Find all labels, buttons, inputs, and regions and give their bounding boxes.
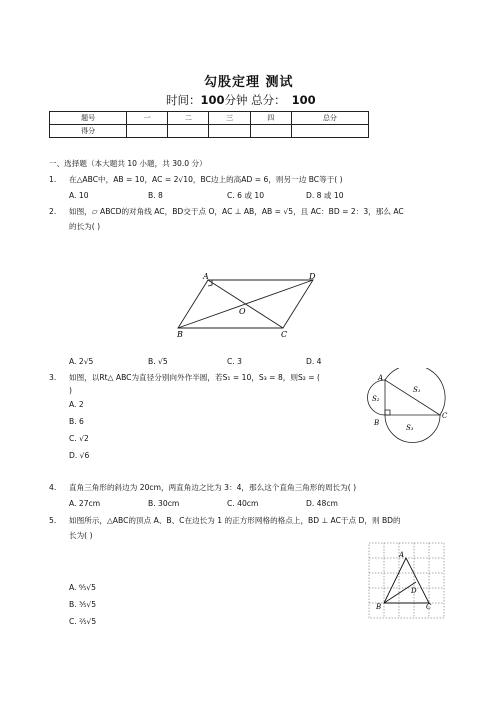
score-cell[interactable] <box>291 125 368 138</box>
q5-option-c[interactable]: C. ²⁄₅√5 <box>69 617 97 626</box>
label-d: D <box>411 587 417 595</box>
q2-stem-line1: 如图，▱ ABCD的对角线 AC，BD交于点 O，AC ⊥ AB，AB = √5，且 AC：BD = 2：3，那么 AC <box>69 207 404 216</box>
q4-number: 4. <box>49 483 57 492</box>
q2-parallelogram-figure <box>172 270 322 340</box>
header-cell: 二 <box>168 112 209 125</box>
score-value: 100 <box>291 93 316 107</box>
label-a: A <box>203 272 209 281</box>
q3-stem-line1: 如图，以Rt△ ABC为直径分别向外作半圆，若S₁ = 10，S₃ = 8，则S₂ = ( <box>69 373 320 382</box>
q5-stem-line1: 如图所示，△ABC的顶点 A、B、C在边长为 1 的正方形网格的格点上，BD ⊥ AC于点 D，则 BD的 <box>69 516 401 525</box>
q3-option-d[interactable]: D. √6 <box>69 451 90 460</box>
label-c: C <box>426 603 432 611</box>
q5-number: 5. <box>49 516 57 525</box>
q1-option-d[interactable]: D. 8 或 10 <box>306 191 344 200</box>
page-title: 勾股定理 测试 <box>204 75 294 90</box>
q2-option-b[interactable]: B. √5 <box>148 357 168 366</box>
label-c: C <box>442 412 448 420</box>
q2-number: 2. <box>49 207 57 216</box>
score-cell[interactable] <box>250 125 291 138</box>
label-s2: S₂ <box>372 395 380 403</box>
q4-option-a[interactable]: A. 27cm <box>69 499 101 508</box>
q3-option-c[interactable]: C. √2 <box>69 434 89 443</box>
q1-option-b[interactable]: B. 8 <box>148 191 163 200</box>
q4-option-d[interactable]: D. 48cm <box>306 499 338 508</box>
header-cell: 题号 <box>50 112 127 125</box>
time-value: 100 <box>200 93 225 107</box>
q3-semicircles-figure <box>365 368 455 450</box>
q4-stem: 直角三角形的斜边为 20cm，两直角边之比为 3：4，那么这个直角三角形的周长为( ) <box>69 483 357 492</box>
q2-stem-line2: 的长为( ) <box>69 222 101 231</box>
q3-number: 3. <box>49 373 57 382</box>
label-s1: S₁ <box>413 386 421 394</box>
label-a: A <box>378 374 384 382</box>
q5-option-b[interactable]: B. ³⁄₅√5 <box>69 600 97 609</box>
q2-option-c[interactable]: C. 3 <box>227 357 242 366</box>
q2-option-a[interactable]: A. 2√5 <box>69 357 94 366</box>
q1-number: 1. <box>49 175 57 184</box>
q5-grid-figure <box>368 542 446 620</box>
time-label: 时间： <box>166 93 201 107</box>
score-table-row <box>50 125 369 138</box>
row-label-cell: 得分 <box>50 125 127 138</box>
q2-option-d[interactable]: D. 4 <box>306 357 322 366</box>
score-cell[interactable] <box>209 125 250 138</box>
score-table-header <box>50 112 369 125</box>
label-b: B <box>376 603 382 611</box>
label-o: O <box>239 307 246 316</box>
q5-option-a[interactable]: A. ⁶⁄₅√5 <box>69 583 96 592</box>
score-cell[interactable] <box>127 125 168 138</box>
header-cell: 三 <box>209 112 250 125</box>
label-s3: S₃ <box>406 424 414 432</box>
score-cell[interactable] <box>168 125 209 138</box>
triangle-abc <box>384 558 429 603</box>
q3-option-b[interactable]: B. 6 <box>69 417 84 426</box>
score-table <box>49 111 369 138</box>
label-b: B <box>374 419 380 427</box>
right-angle-mark <box>385 410 390 415</box>
page-subtitle <box>166 92 316 108</box>
q1-stem: 在△ABC中，AB = 10，AC = 2√10，BC边上的高AD = 6，则另一边 BC等于( ) <box>69 175 343 184</box>
q1-option-c[interactable]: C. 6 或 10 <box>227 191 265 200</box>
q1-option-a[interactable]: A. 10 <box>69 191 89 200</box>
q5-stem-line2: 长为( ) <box>69 531 93 540</box>
label-b: B <box>177 330 183 339</box>
header-cell: 四 <box>250 112 291 125</box>
q3-stem-line2: ) <box>69 386 72 395</box>
label-d: D <box>309 272 316 281</box>
q3-option-a[interactable]: A. 2 <box>69 400 84 409</box>
section-heading: 一、选择题（本大题共 10 小题，共 30.0 分） <box>49 159 207 168</box>
header-cell: 一 <box>127 112 168 125</box>
diagonal-bd <box>178 280 313 328</box>
header-cell: 总分 <box>291 112 368 125</box>
q4-option-b[interactable]: B. 30cm <box>148 499 180 508</box>
label-c: C <box>281 330 288 339</box>
label-a: A <box>399 551 405 559</box>
time-unit: 分钟 总分： <box>224 93 286 107</box>
q4-option-c[interactable]: C. 40cm <box>227 499 259 508</box>
